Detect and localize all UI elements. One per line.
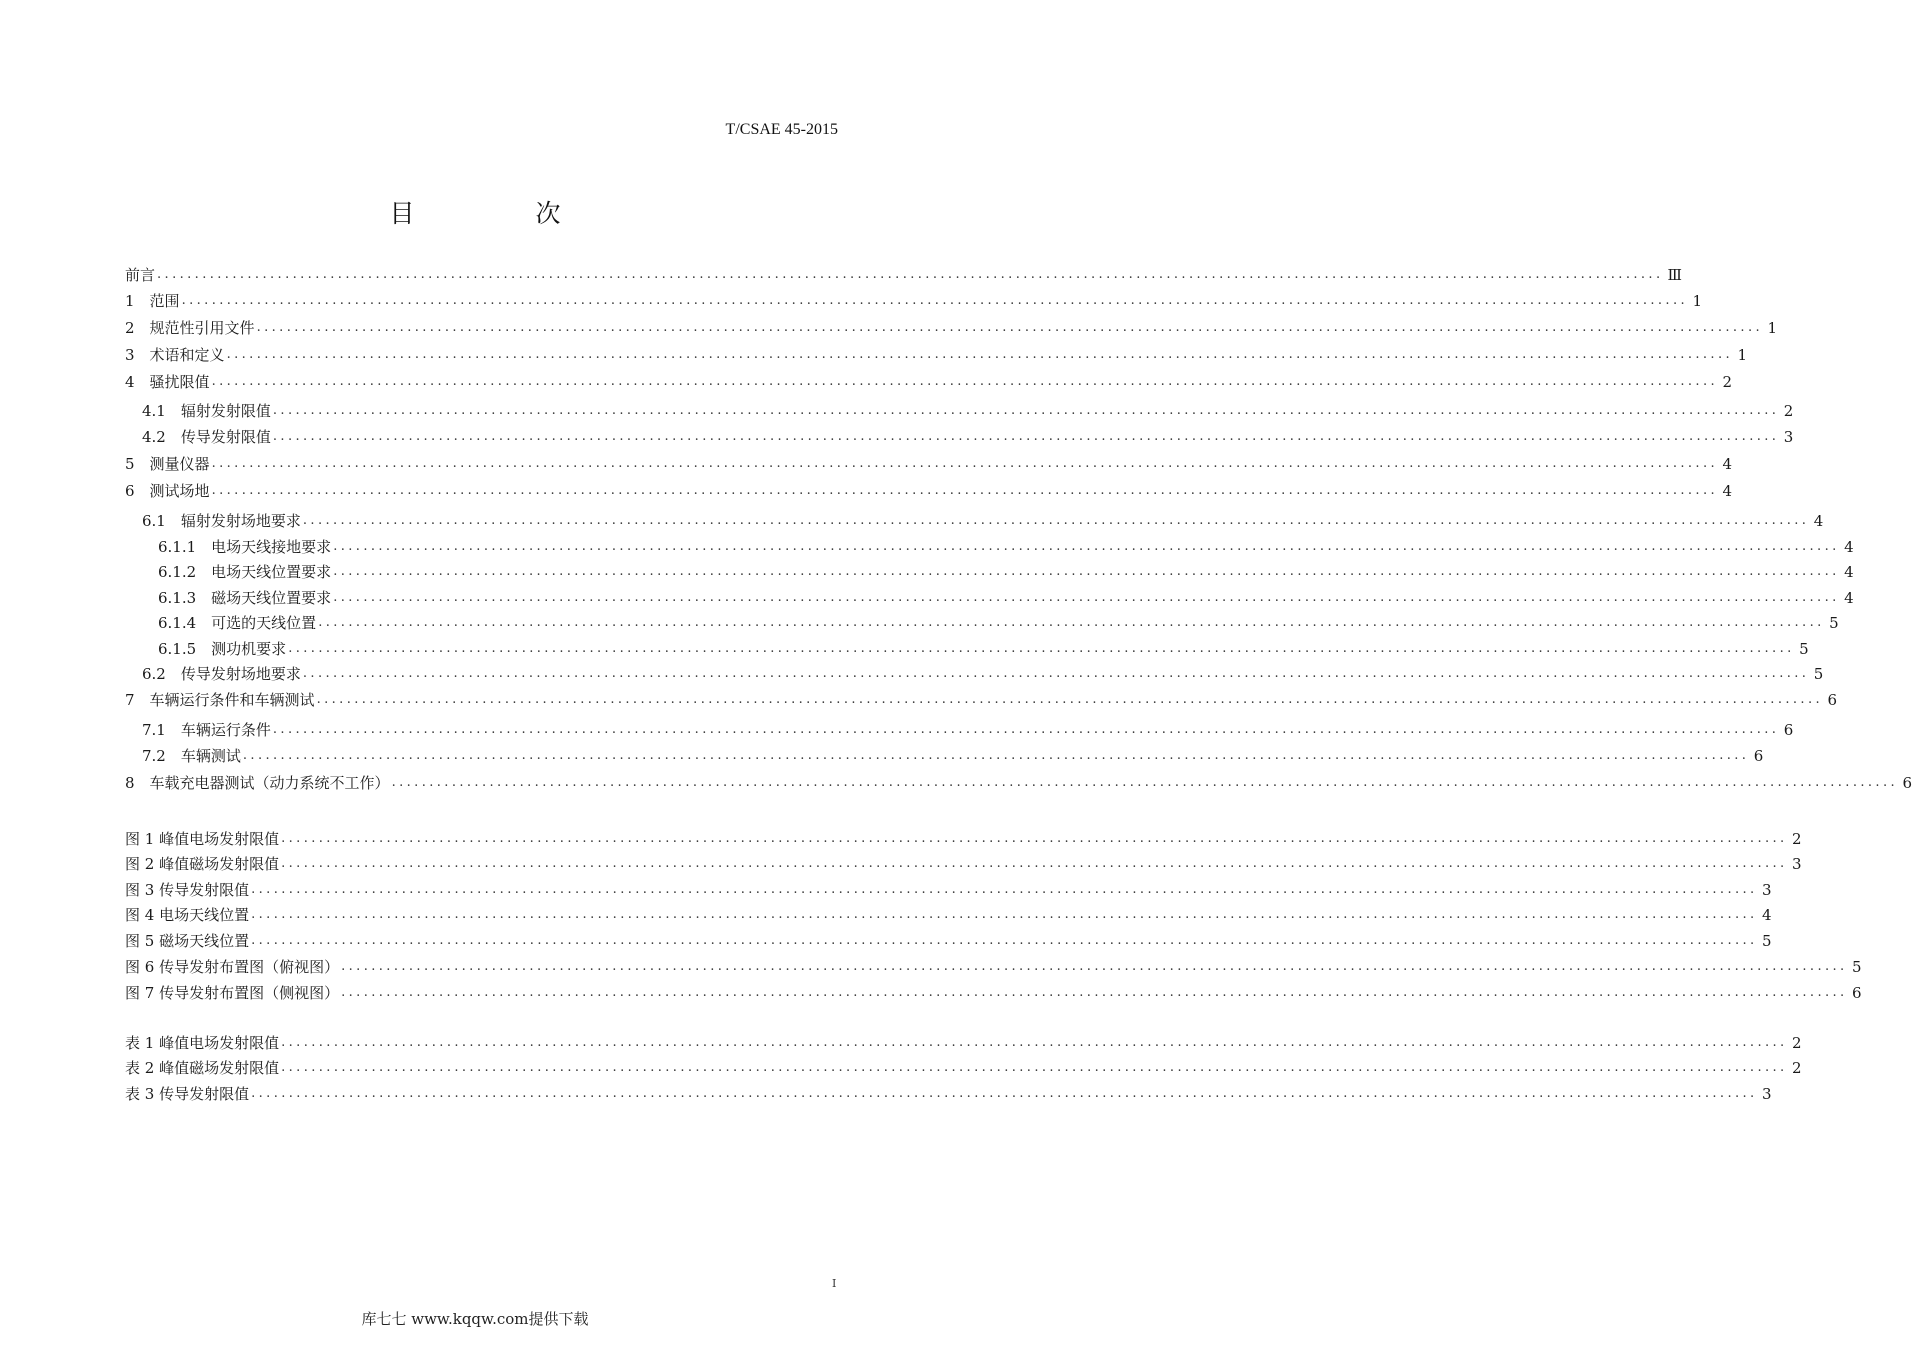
table-entry-3[interactable]: 表 3 传导发射限值 ........................................................................................................................................................................................................ 3 [125, 1085, 1772, 1103]
toc-entry-page: 4 [1813, 512, 1824, 530]
figure-entry-1[interactable]: 图 1 峰值电场发射限值 ........................................................................................................................................................................................................ 2 [125, 830, 1802, 848]
toc-title: 目 次 [389, 199, 609, 228]
table-entry-1[interactable]: 表 1 峰值电场发射限值 ........................................................................................................................................................................................................ 2 [125, 1034, 1802, 1052]
toc-entry-label: 车载充电器测试（动力系统不工作） [149, 774, 390, 792]
dot-leader: ........................................................................................................................................................................................................ [333, 539, 1840, 554]
dot-leader: ........................................................................................................................................................................................................ [391, 775, 1899, 790]
toc-entry-label: 车辆运行条件和车辆测试 [149, 691, 315, 709]
toc-entry-5[interactable]: 5 测量仪器 ........................................................................................................................................................................................................ 4 [125, 455, 1733, 473]
dot-leader: ........................................................................................................................................................................................................ [302, 666, 1810, 681]
dot-leader: ........................................................................................................................................................................................................ [316, 692, 1824, 707]
toc-entry-page: 1 [1692, 292, 1703, 310]
dot-leader: ........................................................................................................................................................................................................ [256, 320, 1764, 335]
dot-leader: ........................................................................................................................................................................................................ [226, 347, 1734, 362]
toc-entry-label: 电场天线位置要求 [211, 563, 332, 581]
toc-entry-7[interactable]: 7 车辆运行条件和车辆测试 ........................................................................................................................................................................................................ 6 [125, 691, 1838, 709]
toc-entry-6-1-4[interactable]: 6.1.4 可选的天线位置 ........................................................................................................................................................................................................ 5 [158, 614, 1839, 632]
figure-entry-label: 传导发射布置图（侧视图） [159, 984, 340, 1002]
table-entry-2[interactable]: 表 2 峰值磁场发射限值 ........................................................................................................................................................................................................ 2 [125, 1059, 1802, 1077]
toc-entry-page: 2 [1722, 373, 1733, 391]
toc-entry-label: 辐射发射场地要求 [180, 512, 301, 530]
dot-leader: ........................................................................................................................................................................................................ [242, 748, 1750, 763]
figure-entry-page: 3 [1762, 881, 1772, 899]
dot-leader: ........................................................................................................................................................................................................ [341, 985, 1848, 1000]
toc-entry-6-1-2[interactable]: 6.1.2 电场天线位置要求 ........................................................................................................................................................................................................ 4 [158, 563, 1854, 581]
figure-entry-page: 2 [1792, 830, 1802, 848]
toc-entry-page: 6 [1753, 747, 1764, 765]
figure-entry-label: 电场天线位置 [159, 906, 250, 924]
toc-entry-label: 可选的天线位置 [211, 614, 317, 632]
figure-entry-2[interactable]: 图 2 峰值磁场发射限值 ........................................................................................................................................................................................................ 3 [125, 855, 1802, 873]
toc-entry-6-1[interactable]: 6.1 辐射发射场地要求 ........................................................................................................................................................................................................ 4 [142, 512, 1824, 530]
dot-leader: ........................................................................................................................................................................................................ [281, 1060, 1788, 1075]
figure-entry-page: 5 [1852, 958, 1862, 976]
dot-leader: ........................................................................................................................................................................................................ [251, 882, 1758, 897]
toc-entry-page: 6 [1783, 721, 1794, 739]
toc-entry-label: 测量仪器 [149, 455, 210, 473]
toc-entry-label: 测功机要求 [211, 640, 287, 658]
toc-entry-page: 5 [1829, 614, 1839, 632]
download-footer: 库七七 www.kqqw.com提供下载 [361, 1310, 589, 1328]
toc-entry-page: Ⅲ [1667, 266, 1682, 284]
toc-entry-label: 骚扰限值 [149, 373, 210, 391]
toc-entry-6-2[interactable]: 6.2 传导发射场地要求 ........................................................................................................................................................................................................ 5 [142, 665, 1824, 683]
figure-entry-page: 3 [1792, 855, 1802, 873]
toc-entry-label: 车辆运行条件 [180, 721, 271, 739]
toc-entry-page: 3 [1783, 428, 1794, 446]
toc-entry-6-1-5[interactable]: 6.1.5 测功机要求 ........................................................................................................................................................................................................ 5 [158, 640, 1809, 658]
figure-entry-page: 5 [1762, 932, 1772, 950]
toc-entry-page: 5 [1813, 665, 1824, 683]
toc-entry-page: 1 [1737, 346, 1748, 364]
dot-leader: ........................................................................................................................................................................................................ [281, 1035, 1788, 1050]
toc-entry-page: 4 [1844, 589, 1854, 607]
dot-leader: ........................................................................................................................................................................................................ [251, 1086, 1758, 1101]
toc-entry-label: 术语和定义 [149, 346, 225, 364]
dot-leader: ........................................................................................................................................................................................................ [157, 267, 1664, 282]
toc-entry-page: 4 [1722, 482, 1733, 500]
dot-leader: ........................................................................................................................................................................................................ [181, 293, 1689, 308]
toc-entry-label: 磁场天线位置要求 [211, 589, 332, 607]
toc-entry-page: 2 [1783, 402, 1794, 420]
table-entry-page: 2 [1792, 1034, 1802, 1052]
standard-code: T/CSAE 45-2015 [725, 121, 838, 138]
table-entry-label: 传导发射限值 [159, 1085, 250, 1103]
toc-entry-4[interactable]: 4 骚扰限值 ........................................................................................................................................................................................................ 2 [125, 373, 1733, 391]
toc-entry-label: 电场天线接地要求 [211, 538, 332, 556]
figure-entry-label: 传导发射限值 [159, 881, 250, 899]
toc-entry-label: 前言 [125, 266, 156, 284]
toc-entry-6[interactable]: 6 测试场地 ........................................................................................................................................................................................................ 4 [125, 482, 1733, 500]
toc-entry-page: 6 [1827, 691, 1838, 709]
toc-entry-4-1[interactable]: 4.1 辐射发射限值 ........................................................................................................................................................................................................ 2 [142, 402, 1794, 420]
figure-entry-label: 峰值电场发射限值 [159, 830, 280, 848]
page-number: I [832, 1277, 837, 1290]
dot-leader: ........................................................................................................................................................................................................ [272, 429, 1780, 444]
toc-entry-label: 范围 [149, 292, 180, 310]
toc-entry-label: 车辆测试 [180, 747, 241, 765]
toc-entry-7-2[interactable]: 7.2 车辆测试 ........................................................................................................................................................................................................ 6 [142, 747, 1764, 765]
toc-entry-page: 5 [1799, 640, 1809, 658]
toc-entry-7-1[interactable]: 7.1 车辆运行条件 ........................................................................................................................................................................................................ 6 [142, 721, 1794, 739]
toc-entry-page: 4 [1844, 538, 1854, 556]
dot-leader: ........................................................................................................................................................................................................ [318, 615, 1825, 630]
dot-leader: ........................................................................................................................................................................................................ [251, 933, 1758, 948]
dot-leader: ........................................................................................................................................................................................................ [272, 722, 1780, 737]
dot-leader: ........................................................................................................................................................................................................ [211, 374, 1719, 389]
toc-entry-6-1-3[interactable]: 6.1.3 磁场天线位置要求 ........................................................................................................................................................................................................ 4 [158, 589, 1854, 607]
toc-entry-4-2[interactable]: 4.2 传导发射限值 ........................................................................................................................................................................................................ 3 [142, 428, 1794, 446]
dot-leader: ........................................................................................................................................................................................................ [281, 856, 1788, 871]
figure-entry-label: 磁场天线位置 [159, 932, 250, 950]
dot-leader: ........................................................................................................................................................................................................ [211, 456, 1719, 471]
table-entry-page: 3 [1762, 1085, 1772, 1103]
dot-leader: ........................................................................................................................................................................................................ [251, 907, 1758, 922]
dot-leader: ........................................................................................................................................................................................................ [281, 831, 1788, 846]
dot-leader: ........................................................................................................................................................................................................ [272, 403, 1780, 418]
figure-entry-3[interactable]: 图 3 传导发射限值 ........................................................................................................................................................................................................ 3 [125, 881, 1772, 899]
table-entry-label: 峰值磁场发射限值 [159, 1059, 280, 1077]
dot-leader: ........................................................................................................................................................................................................ [333, 564, 1840, 579]
dot-leader: ........................................................................................................................................................................................................ [333, 590, 1840, 605]
toc-entry-label: 辐射发射限值 [180, 402, 271, 420]
toc-entry-page: 6 [1902, 774, 1912, 792]
toc-entry-3[interactable]: 3 术语和定义 ........................................................................................................................................................................................................ 1 [125, 346, 1748, 364]
toc-entry-6-1-1[interactable]: 6.1.1 电场天线接地要求 ........................................................................................................................................................................................................ 4 [158, 538, 1854, 556]
figure-entry-page: 6 [1852, 984, 1862, 1002]
table-entry-page: 2 [1792, 1059, 1802, 1077]
dot-leader: ........................................................................................................................................................................................................ [211, 483, 1719, 498]
toc-entry-foreword[interactable] [125, 263, 1682, 285]
figure-entry-label: 传导发射布置图（俯视图） [159, 958, 340, 976]
toc-entry-2[interactable]: 2 规范性引用文件 ........................................................................................................................................................................................................ 1 [125, 319, 1778, 337]
toc-entry-page: 1 [1767, 319, 1778, 337]
toc-entry-8[interactable]: 8 车载充电器测试（动力系统不工作） ........................................................................................................................................................................................................ 6 [125, 774, 1912, 792]
dot-leader: ........................................................................................................................................................................................................ [288, 641, 1795, 656]
figure-entry-page: 4 [1762, 906, 1772, 924]
toc-entry-label: 传导发射场地要求 [180, 665, 301, 683]
table-entry-label: 峰值电场发射限值 [159, 1034, 280, 1052]
dot-leader: ........................................................................................................................................................................................................ [302, 513, 1810, 528]
figure-entry-5[interactable]: 图 5 磁场天线位置 ........................................................................................................................................................................................................ 5 [125, 932, 1772, 950]
toc-entry-page: 4 [1844, 563, 1854, 581]
toc-entry-label: 规范性引用文件 [149, 319, 255, 337]
figure-entry-4[interactable]: 图 4 电场天线位置 ........................................................................................................................................................................................................ 4 [125, 906, 1772, 924]
toc-entry-label: 传导发射限值 [180, 428, 271, 446]
toc-entry-1[interactable]: 1 范围 ........................................................................................................................................................................................................ 1 [125, 292, 1703, 310]
toc-entry-page: 4 [1722, 455, 1733, 473]
toc-entry-label: 测试场地 [149, 482, 210, 500]
dot-leader: ........................................................................................................................................................................................................ [341, 959, 1848, 974]
figure-entry-7[interactable]: 图 7 传导发射布置图（侧视图） ........................................................................................................................................................................................................ 6 [125, 984, 1862, 1002]
figure-entry-6[interactable]: 图 6 传导发射布置图（俯视图） ........................................................................................................................................................................................................ 5 [125, 958, 1862, 976]
figure-entry-label: 峰值磁场发射限值 [159, 855, 280, 873]
